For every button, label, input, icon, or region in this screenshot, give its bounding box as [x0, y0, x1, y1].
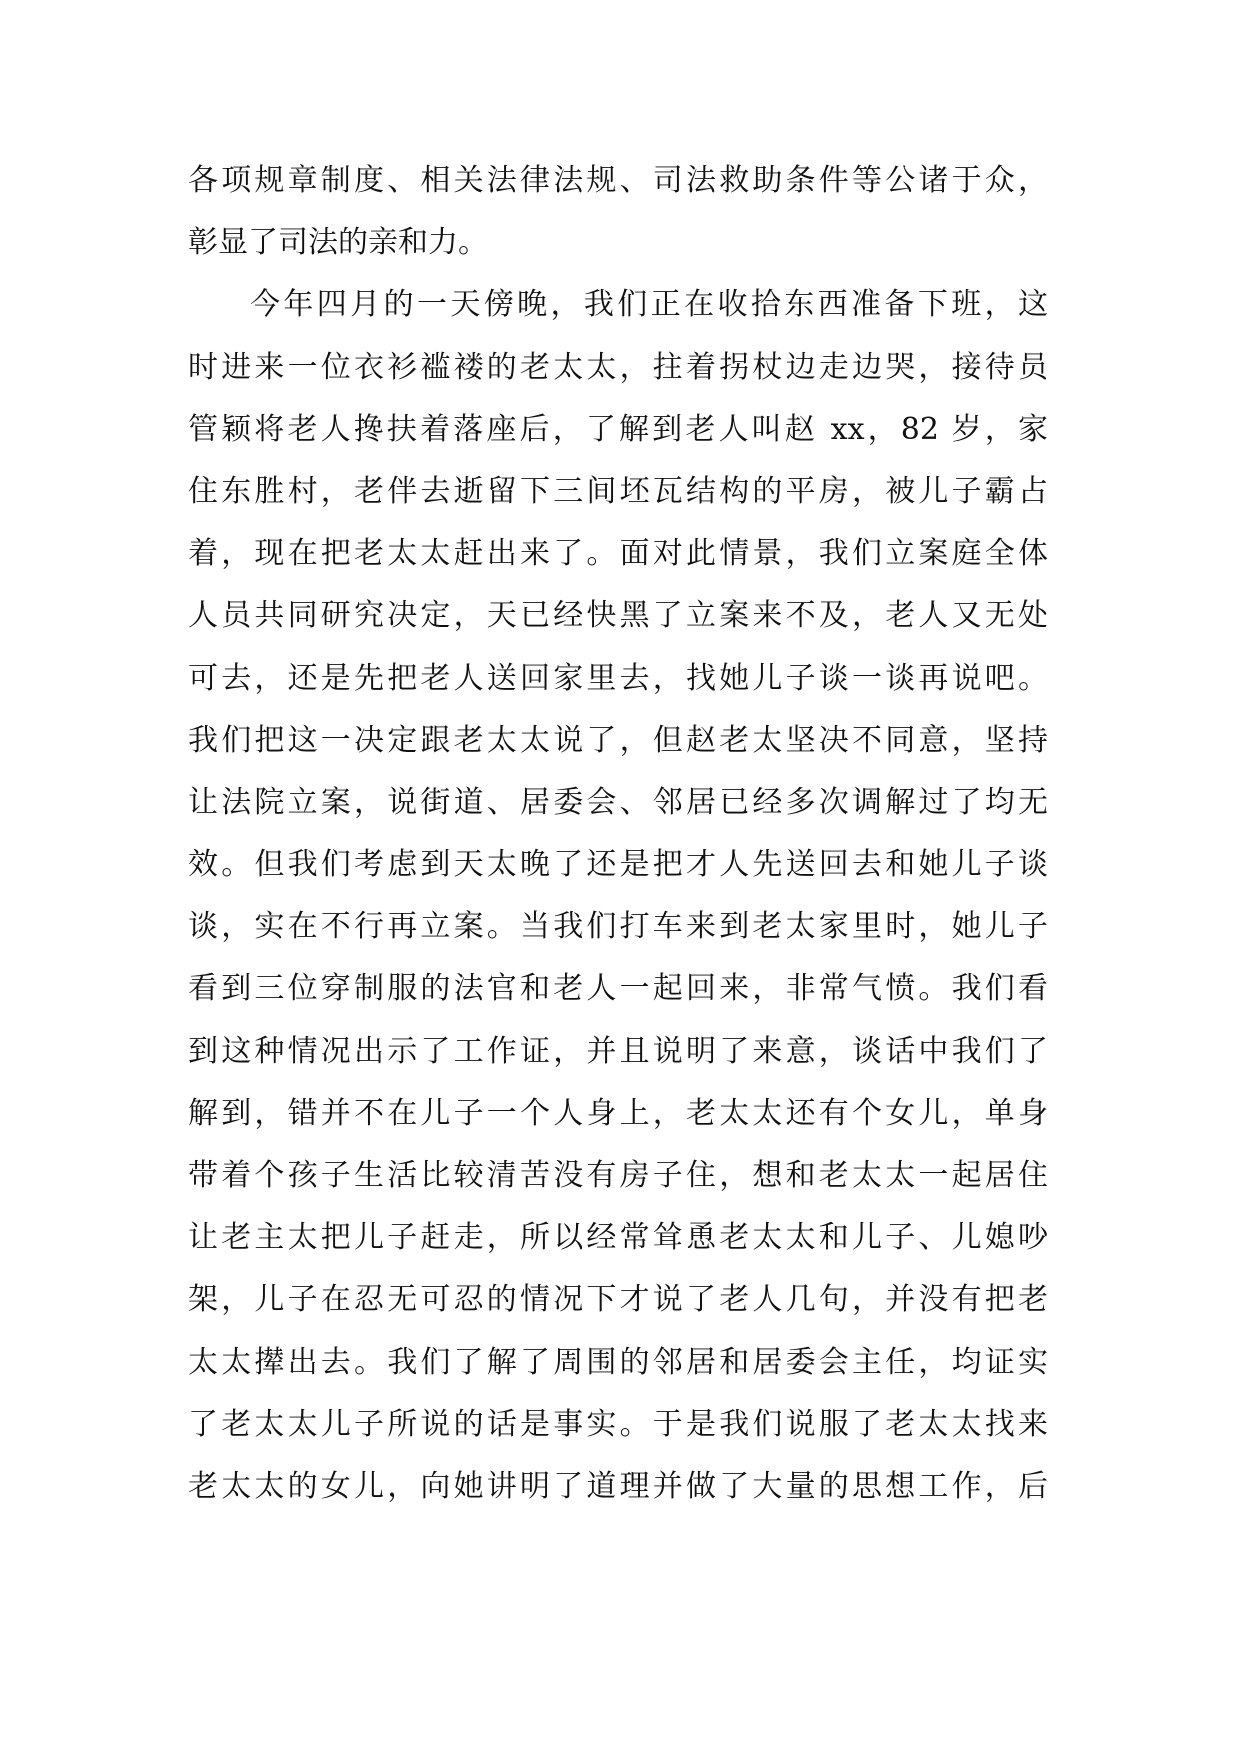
body-text	[188, 150, 1048, 1518]
text-line: 管颖将老人搀扶着落座后，了解到老人叫赵 xx，82 岁，家	[188, 411, 1048, 447]
text-line: 了老太太儿子所说的话是事实。于是我们说服了老太太找来	[188, 1406, 1048, 1442]
text-line: 架，儿子在忍无可忍的情况下才说了老人几句，并没有把老	[188, 1282, 1048, 1318]
text-line: 着，现在把老太太赶出来了。面对此情景，我们立案庭全体	[188, 536, 1048, 572]
text-line: 让老主太把儿子赶走，所以经常耸恿老太太和儿子、儿媳吵	[188, 1220, 1048, 1256]
text-line: 可去，还是先把老人送回家里去，找她儿子谈一谈再说吧。	[188, 660, 1048, 696]
text-line: 各项规章制度、相关法律法规、司法救助条件等公诸于众，	[188, 163, 1048, 198]
text-line: 我们把这一决定跟老太太说了，但赵老太坚决不同意，坚持	[188, 722, 1048, 758]
text-line: 彰显了司法的亲和力。	[188, 225, 488, 261]
text-line: 带着个孩子生活比较清苦没有房子住，想和老太太一起居住	[188, 1158, 1048, 1193]
text-line: 人员共同研究决定，天已经快黑了立案来不及，老人又无处	[188, 598, 1048, 634]
text-line: 时进来一位衣衫褴褛的老太太，拄着拐杖边走边哭，接待员	[188, 349, 1048, 385]
text-line: 谈，实在不行再立案。当我们打车来到老太家里时，她儿子	[188, 909, 1048, 945]
text-line: 老太太的女儿，向她讲明了道理并做了大量的思想工作，后	[188, 1468, 1048, 1504]
text-line: 解到，错并不在儿子一个人身上，老太太还有个女儿，单身	[188, 1095, 1048, 1131]
paragraph-first-line: 今年四月的一天傍晚，我们正在收拾东西准备下班，这	[250, 287, 1048, 323]
text-line: 住东胜村，老伴去逝留下三间坯瓦结构的平房，被儿子霸占	[188, 473, 1048, 509]
text-line: 效。但我们考虑到天太晚了还是把才人先送回去和她儿子谈	[188, 847, 1048, 883]
text-line: 到这种情况出示了工作证，并且说明了来意，谈话中我们了	[188, 1033, 1048, 1069]
text-line: 太太撵出去。我们了解了周围的邻居和居委会主任，均证实	[188, 1344, 1048, 1380]
text-line: 让法院立案，说街道、居委会、邻居已经多次调解过了均无	[188, 784, 1048, 820]
text-line: 看到三位穿制服的法官和老人一起回来，非常气愤。我们看	[188, 971, 1048, 1007]
